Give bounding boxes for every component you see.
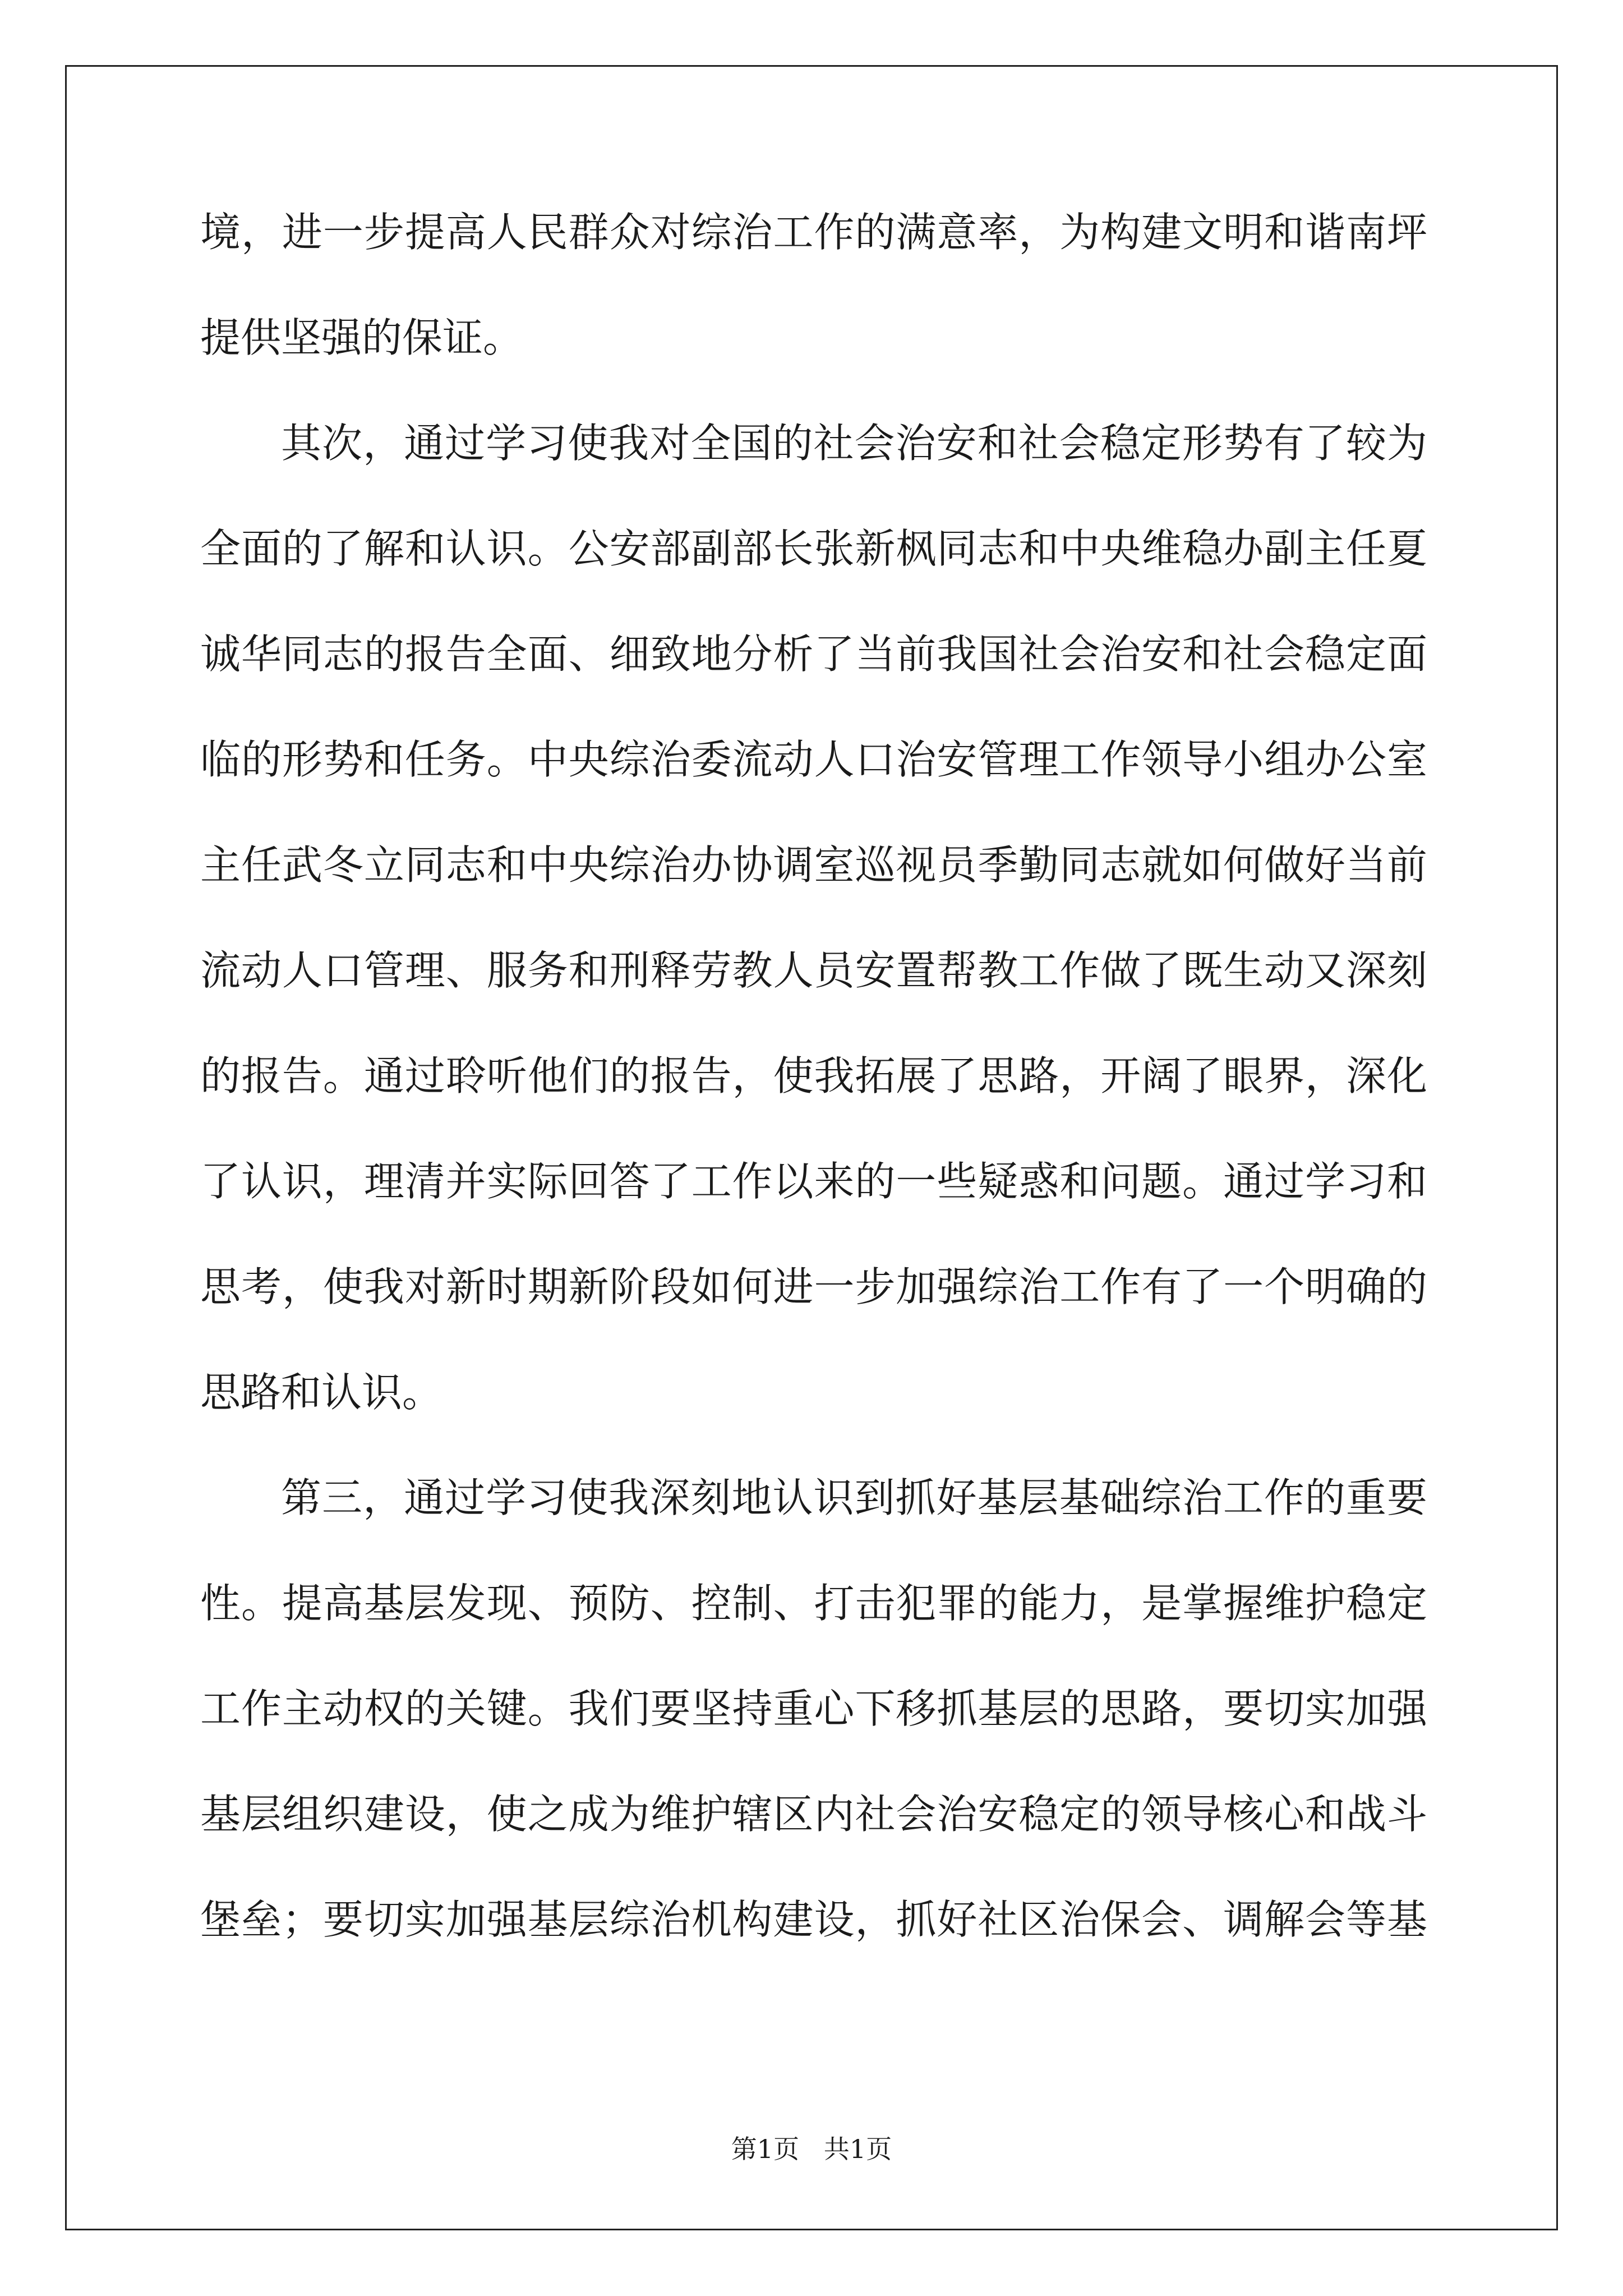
text-line: 主任武冬立同志和中央综治办协调室巡视员季勤同志就如何做好当前 <box>200 841 1427 889</box>
text-line: 堡垒；要切实加强基层综治机构建设，抓好社区治保会、调解会等基 <box>200 1896 1427 1943</box>
text-line: 思路和认识。 <box>200 1369 443 1416</box>
text-line: 了认识，理清并实际回答了工作以来的一些疑惑和问题。通过学习和 <box>200 1158 1427 1205</box>
text-line: 基层组织建设，使之成为维护辖区内社会治安稳定的领导核心和战斗 <box>200 1791 1427 1838</box>
text-line: 提供坚强的保证。 <box>200 314 524 361</box>
text-line: 其次，通过学习使我对全国的社会治安和社会稳定形势有了较为 <box>281 420 1427 467</box>
text-line: 流动人口管理、服务和刑释劳教人员安置帮教工作做了既生动又深刻 <box>200 947 1427 994</box>
text-line: 第三，通过学习使我深刻地认识到抓好基层基础综治工作的重要 <box>281 1474 1427 1521</box>
page-number-footer: 第1页 共1页 <box>731 2134 892 2164</box>
text-line: 全面的了解和认识。公安部副部长张新枫同志和中央维稳办副主任夏 <box>200 525 1427 572</box>
text-line: 思考，使我对新时期新阶段如何进一步加强综治工作有了一个明确的 <box>200 1263 1427 1310</box>
text-line: 性。提高基层发现、预防、控制、打击犯罪的能力，是掌握维护稳定 <box>200 1580 1427 1627</box>
text-line: 临的形势和任务。中央综治委流动人口治安管理工作领导小组办公室 <box>200 736 1427 783</box>
document-body <box>200 209 1427 2005</box>
text-line: 工作主动权的关键。我们要坚持重心下移抓基层的思路，要切实加强 <box>200 1685 1427 1732</box>
text-line: 诚华同志的报告全面、细致地分析了当前我国社会治安和社会稳定面 <box>200 631 1427 678</box>
text-line: 境，进一步提高人民群众对综治工作的满意率，为构建文明和谐南坪 <box>200 209 1427 256</box>
text-line: 的报告。通过聆听他们的报告，使我拓展了思路，开阔了眼界，深化 <box>200 1052 1427 1099</box>
